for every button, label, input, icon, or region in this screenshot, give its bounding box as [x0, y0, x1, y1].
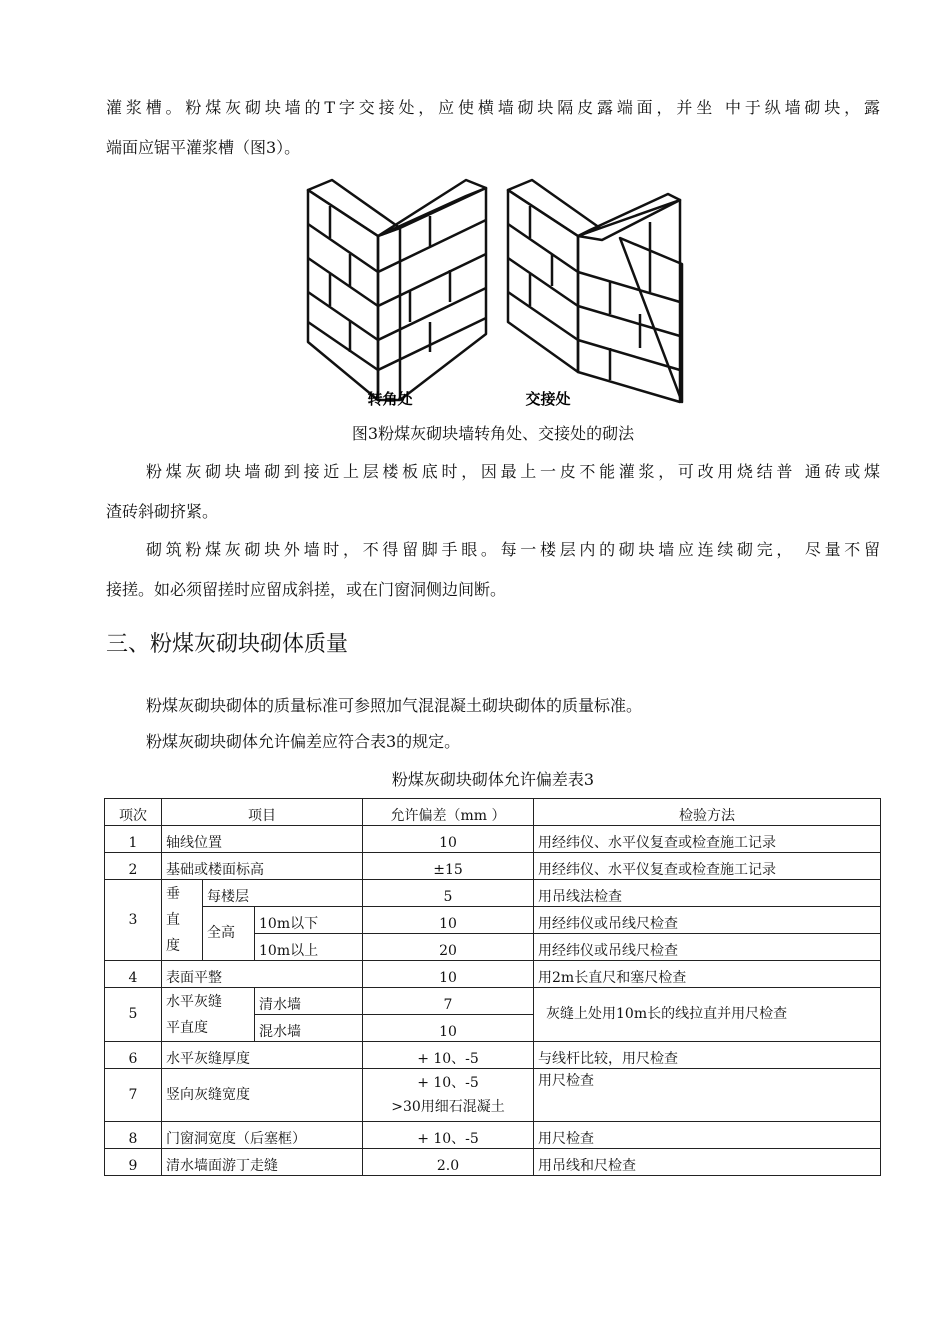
cell-method: 用经纬仪或吊线尺检查: [534, 907, 881, 934]
cell-tolerance: 10: [363, 826, 534, 853]
tolerance-table: [104, 798, 881, 1176]
cell-item: 基础或楼面标高: [162, 853, 363, 880]
cell-tolerance: 10: [363, 1015, 534, 1042]
cell-no: 2: [105, 853, 162, 880]
cell-item: 表面平整: [162, 961, 363, 988]
cell-item: 轴线位置: [162, 826, 363, 853]
cell-method: 用经纬仪、水平仪复查或检查施工记录: [534, 826, 881, 853]
cell-method: 用经纬仪、水平仪复查或检查施工记录: [534, 853, 881, 880]
cell-tolerance: ±15: [363, 853, 534, 880]
table-row: [105, 880, 881, 907]
cell-subitem: 清水墙: [255, 988, 363, 1015]
cell-method: 用吊线法检查: [534, 880, 881, 907]
cell-item: 10m以下: [255, 907, 363, 934]
table-row: [105, 853, 881, 880]
junction-label: 交接处: [525, 390, 571, 408]
cell-full-height: 全高: [203, 907, 255, 961]
cell-item: 门窗洞宽度（后塞框）: [162, 1122, 363, 1149]
table-row: [105, 1149, 881, 1176]
verticality-char-1: 垂: [166, 886, 180, 902]
para4: 粉煤灰砌块砌体允许偏差应符合表3的规定。: [146, 732, 461, 751]
cell-tolerance: 20: [363, 934, 534, 961]
cell-tolerance: 2.0: [363, 1149, 534, 1176]
cell-method: 用2m长直尺和塞尺检查: [534, 961, 881, 988]
figure-caption: 图3粉煤灰砌块墙转角处、交接处的砌法: [351, 424, 635, 443]
cell-no: 4: [105, 961, 162, 988]
cell-subitem: 混水墙: [255, 1015, 363, 1042]
table-title: 粉煤灰砌块砌体允许偏差表3: [391, 770, 595, 789]
cell-no: 1: [105, 826, 162, 853]
para3: 粉煤灰砌块砌体的质量标准可参照加气混混凝土砌块砌体的质量标准。: [146, 696, 643, 715]
cell-tolerance-line-1: + 10、-5: [417, 1075, 479, 1091]
intro-line-2: 端面应锯平灌浆槽（图3）。: [106, 138, 301, 157]
cell-no: 8: [105, 1122, 162, 1149]
corner-label: 转角处: [367, 390, 413, 408]
header-no: 项次: [105, 799, 162, 826]
cell-item: 每楼层: [203, 880, 363, 907]
section-heading: 三、粉煤灰砌块砌体质量: [106, 632, 349, 657]
cell-item: [162, 988, 255, 1042]
verticality-char-2: 直: [166, 912, 180, 928]
cell-tolerance: 5: [363, 880, 534, 907]
para2-line-2: 接搓。如必须留搓时应留成斜搓，或在门窗洞侧边间断。: [106, 580, 507, 599]
cell-item-line-2: 平直度: [166, 1019, 208, 1036]
cell-tolerance: 10: [363, 961, 534, 988]
cell-tolerance: + 10、-5: [363, 1042, 534, 1069]
intro-line-1: 灌浆槽。粉煤灰砌块墙的T字交接处，应使横墙砌块隔皮露端面，并坐 中于纵墙砌块，露: [106, 98, 880, 117]
cell-method: 用经纬仪或吊线尺检查: [534, 934, 881, 961]
table-row: [105, 1042, 881, 1069]
cell-method: 用尺检查: [534, 1122, 881, 1149]
cell-no: 5: [105, 988, 162, 1042]
table-row: [105, 826, 881, 853]
verticality-char-3: 度: [166, 938, 180, 954]
cell-tolerance: 10: [363, 907, 534, 934]
table-row: [105, 907, 881, 934]
para1-line-1: 粉煤灰砌块墙砌到接近上层楼板底时，因最上一皮不能灌浆，可改用烧结普 通砖或煤: [146, 462, 880, 481]
cell-tolerance-line-2: >30用细石混凝土: [391, 1099, 505, 1115]
corner-wall-drawing: [308, 180, 486, 400]
masonry-figure: [290, 172, 690, 420]
table-row: [105, 988, 881, 1015]
cell-method: 与线杆比较，用尺检查: [534, 1042, 881, 1069]
cell-item: 水平灰缝厚度: [162, 1042, 363, 1069]
para1-line-2: 渣砖斜砌挤紧。: [106, 502, 219, 521]
header-item: 项目: [162, 799, 363, 826]
cell-item: 清水墙面游丁走缝: [162, 1149, 363, 1176]
junction-wall-drawing: [508, 180, 682, 402]
cell-method: 用尺检查: [534, 1069, 881, 1122]
cell-method: 灰缝上处用10m长的线拉直并用尺检查: [534, 988, 881, 1042]
header-tolerance: 允许偏差（mm ）: [363, 799, 534, 826]
cell-method: 用吊线和尺检查: [534, 1149, 881, 1176]
cell-verticality: [162, 880, 203, 961]
header-method: 检验方法: [534, 799, 881, 826]
table-row: [105, 1122, 881, 1149]
cell-no: 7: [105, 1069, 162, 1122]
cell-item-line-1: 水平灰缝: [166, 993, 222, 1010]
cell-tolerance: + 10、-5: [363, 1122, 534, 1149]
cell-tolerance: [363, 1069, 534, 1122]
table-row: [105, 1069, 881, 1122]
cell-item: 10m以上: [255, 934, 363, 961]
cell-no: 6: [105, 1042, 162, 1069]
cell-item: 竖向灰缝宽度: [162, 1069, 363, 1122]
cell-tolerance: 7: [363, 988, 534, 1015]
table-header-row: [105, 799, 881, 826]
cell-no: 3: [105, 880, 162, 961]
table-row: [105, 961, 881, 988]
para2-line-1: 砌筑粉煤灰砌块外墙时，不得留脚手眼。每一楼层内的砌块墙应连续砌完， 尽量不留: [146, 540, 880, 559]
cell-no: 9: [105, 1149, 162, 1176]
